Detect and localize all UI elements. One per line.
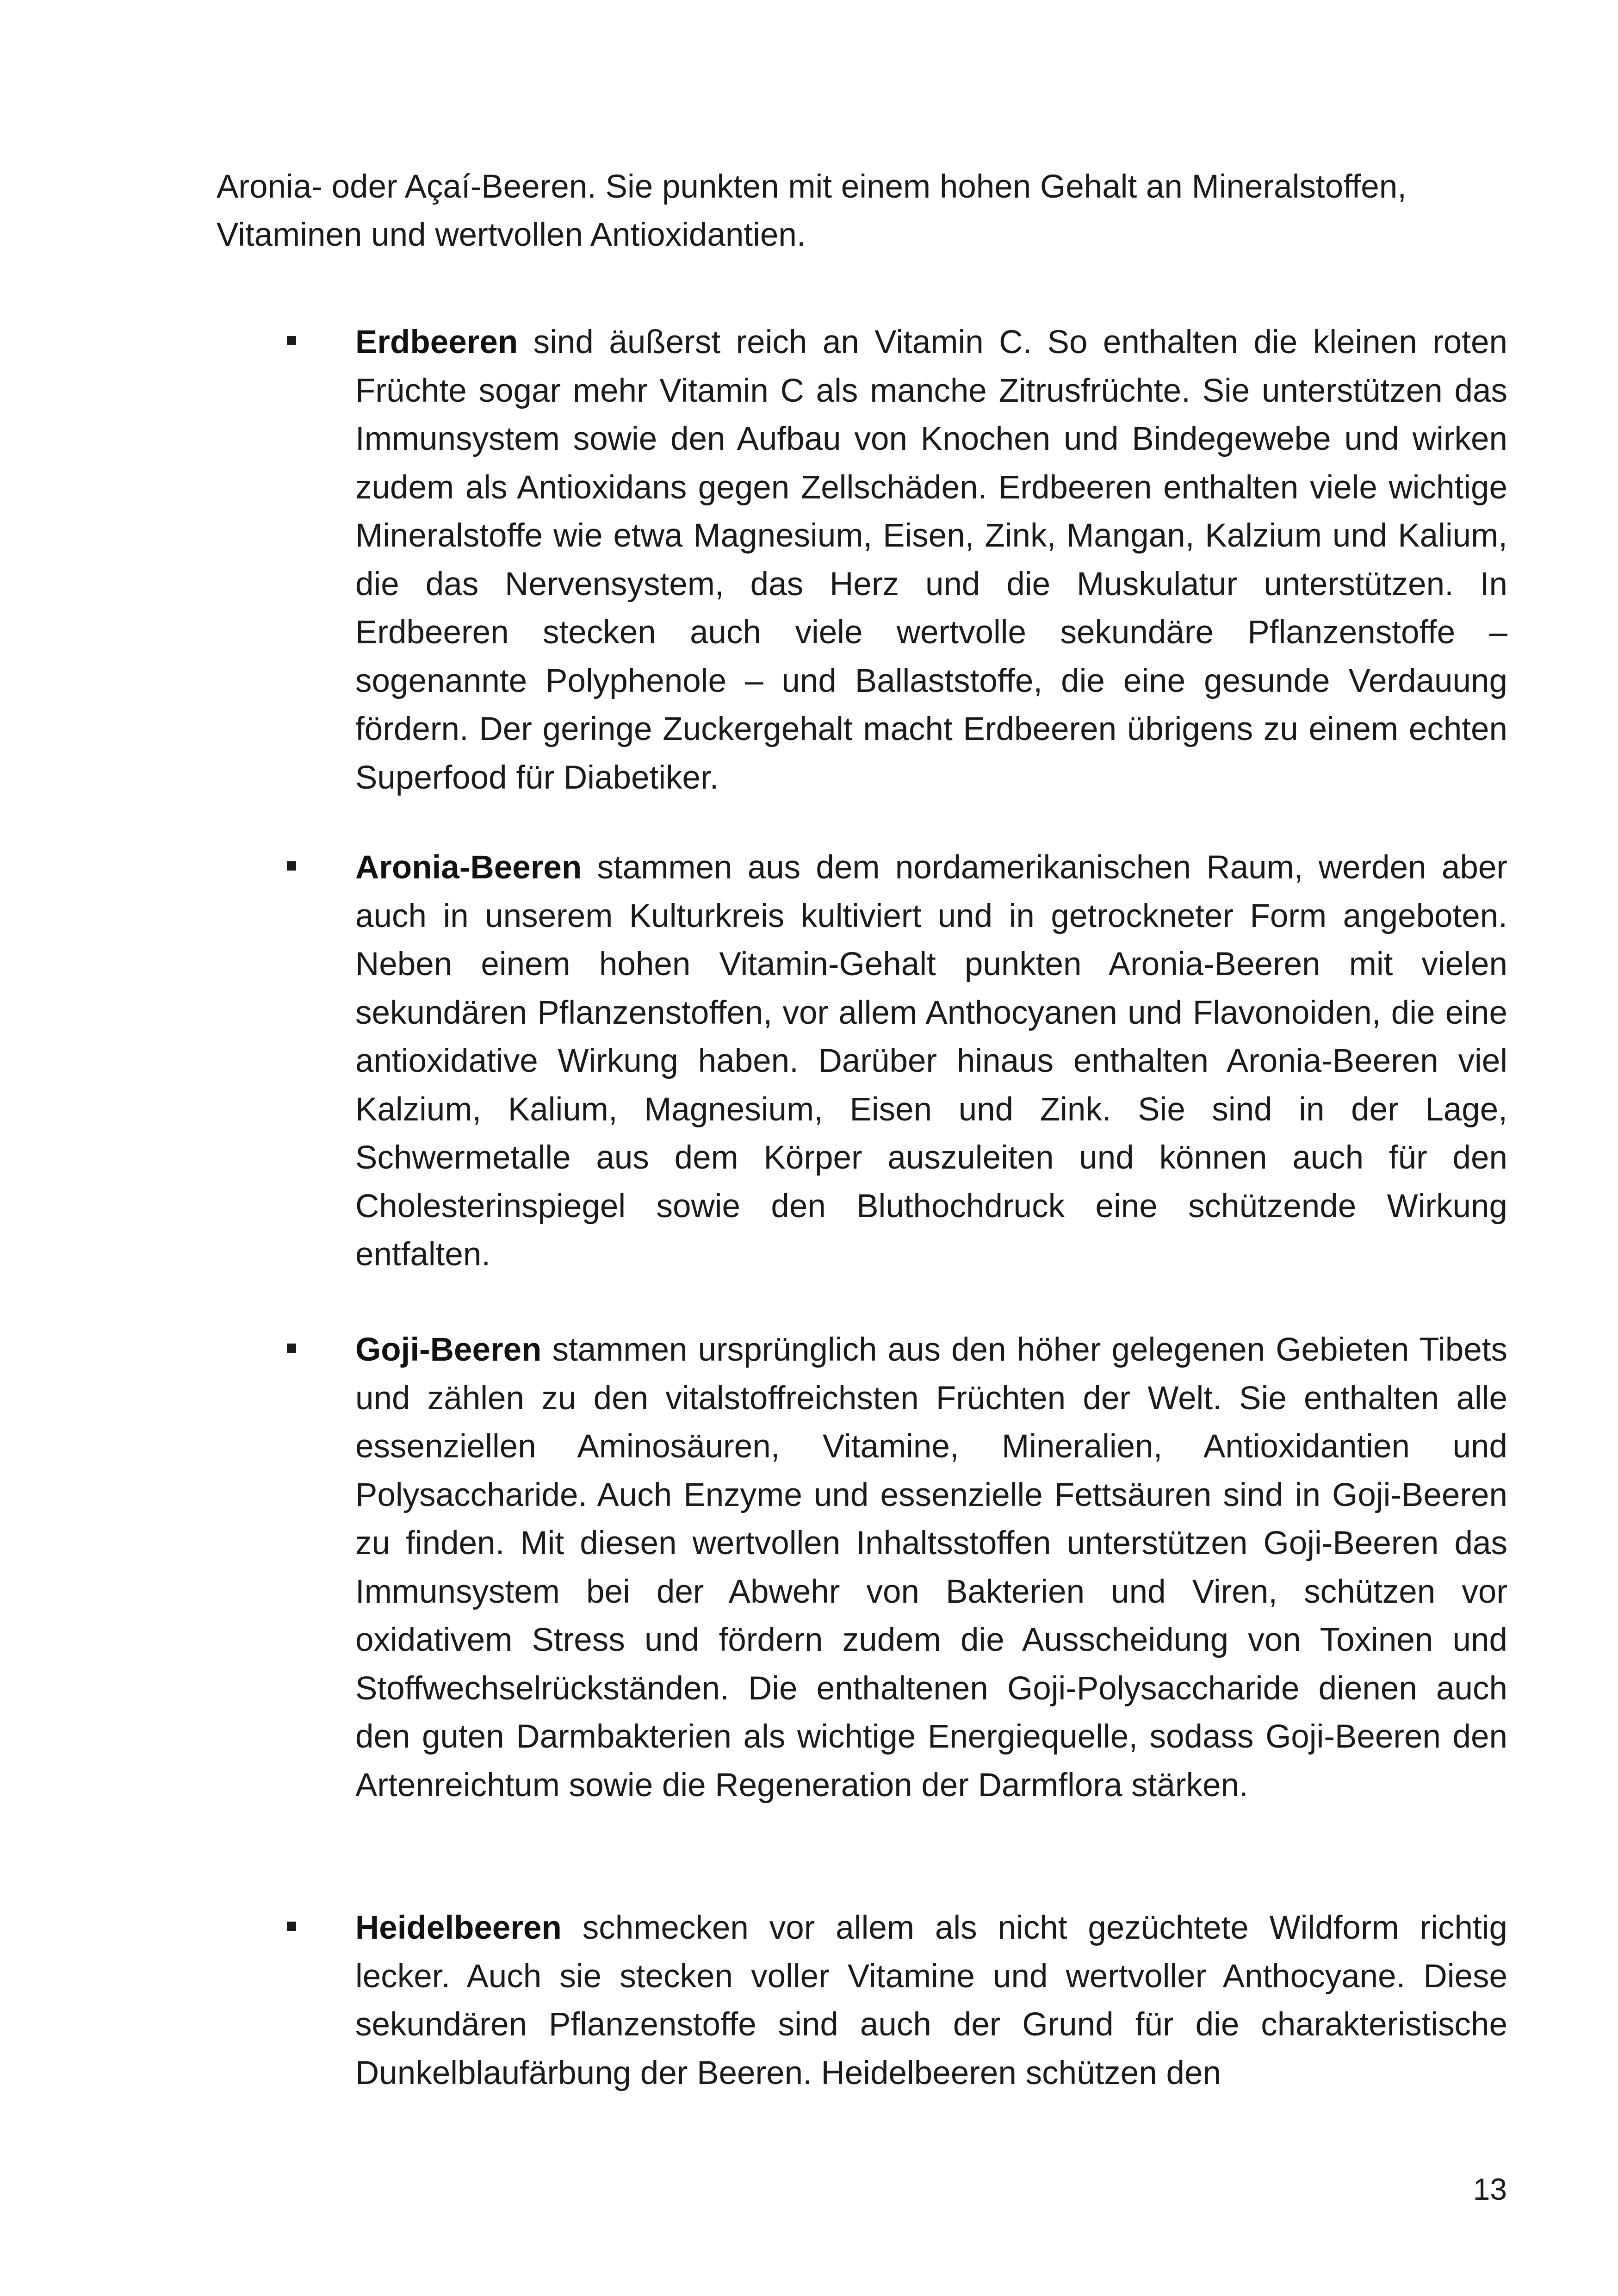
list-item-body: sind äußerst reich an Vitamin C. So enthalten die kleinen roten Früchte sogar mehr Vitamin C als manche Zitrusfrüchte. Sie unterstützen das Immunsystem sowie den Aufbau von Knochen und Bindegewebe und wirken zudem als Antioxidans gegen Zellschäden. Erdbeeren enthalten viele wichtige Mineralstoffe wie etwa Magnesium, Eisen, Zink, Mangan, Kalzium und Kalium, die das Nervensystem, das Herz und die Muskulatur unterstützen. In Erdbeeren stecken auch viele wertvolle sekundäre Pflanzenstoffe – sogenannte Polyphenole – und Ballaststoffe, die eine gesunde Verdauung fördern. Der geringe Zuckergehalt macht Erdbeeren übrigens zu einem echten Superfood für Diabetiker. (355, 324, 1507, 796)
square-bullet-icon (287, 336, 296, 345)
list-item-body: schmecken vor allem als nicht gezüchtete Wildform richtig lecker. Auch sie stecken voller Vitamine und wertvoller Anthocyane. Diese sekundären Pflanzenstoffe sind auch der Grund für die charakteristische Dunkelblaufärbung der Beeren. Heidelbeeren schützen den (355, 1910, 1507, 2091)
intro-paragraph: Aronia- oder Açaí-Beeren. Sie punkten mit einem hohen Gehalt an Mineralstoffen, Vitaminen und wertvollen Antioxidantien. (217, 168, 1407, 253)
list-item-term: Heidelbeeren (355, 1910, 562, 1946)
list-item-term: Erdbeeren (355, 324, 518, 361)
square-bullet-icon (287, 1344, 296, 1353)
list-item-body: stammen ursprünglich aus den höher gelegenen Gebieten Tibets und zählen zu den vitalstoffreichsten Früchten der Welt. Sie enthalten alle essenziellen Aminosäuren, Vitamine, Mineralien, Antioxidantien und Polysaccharide. Auch Enzyme und essenzielle Fettsäuren sind in Goji-Beeren zu finden. Mit diesen wertvollen Inhaltsstoffen unterstützen Goji-Beeren das Immunsystem bei der Abwehr von Bakterien und Viren, schützen vor oxidativem Stress und fördern zudem die Ausscheidung von Toxinen und Stoffwechselrückständen. Die enthaltenen Goji-Polysaccharide dienen auch den guten Darmbakterien als wichtige Energiequelle, sodass Goji-Beeren den Artenreichtum sowie die Regeneration der Darmflora stärken. (355, 1332, 1507, 1804)
list-item-text (355, 844, 1507, 1279)
list-item-body: stammen aus dem nordamerikanischen Raum, werden aber auch in unserem Kulturkreis kultiviert und in getrockneter Form angeboten. Neben einem hohen Vitamin-Gehalt punkten Aronia-Beeren mit vielen sekundären Pflanzenstoffen, vor allem Anthocyanen und Flavonoiden, die eine antioxidative Wirkung haben. Darüber hinaus enthalten Aronia-Beeren viel Kalzium, Kalium, Magnesium, Eisen und Zink. Sie sind in der Lage, Schwermetalle aus dem Körper auszuleiten und können auch für den Cholesterinspiegel sowie den Bluthochdruck eine schützende Wirkung entfalten. (355, 849, 1507, 1273)
square-bullet-icon (287, 861, 296, 871)
list-item-text (355, 1326, 1507, 1810)
list-item-term: Aronia-Beeren (355, 849, 582, 886)
square-bullet-icon (287, 1922, 296, 1931)
list-item-term: Goji-Beeren (355, 1332, 542, 1368)
list-item-text (355, 318, 1507, 802)
page-number: 13 (1473, 2172, 1507, 2206)
list-item-text (355, 1904, 1507, 2097)
